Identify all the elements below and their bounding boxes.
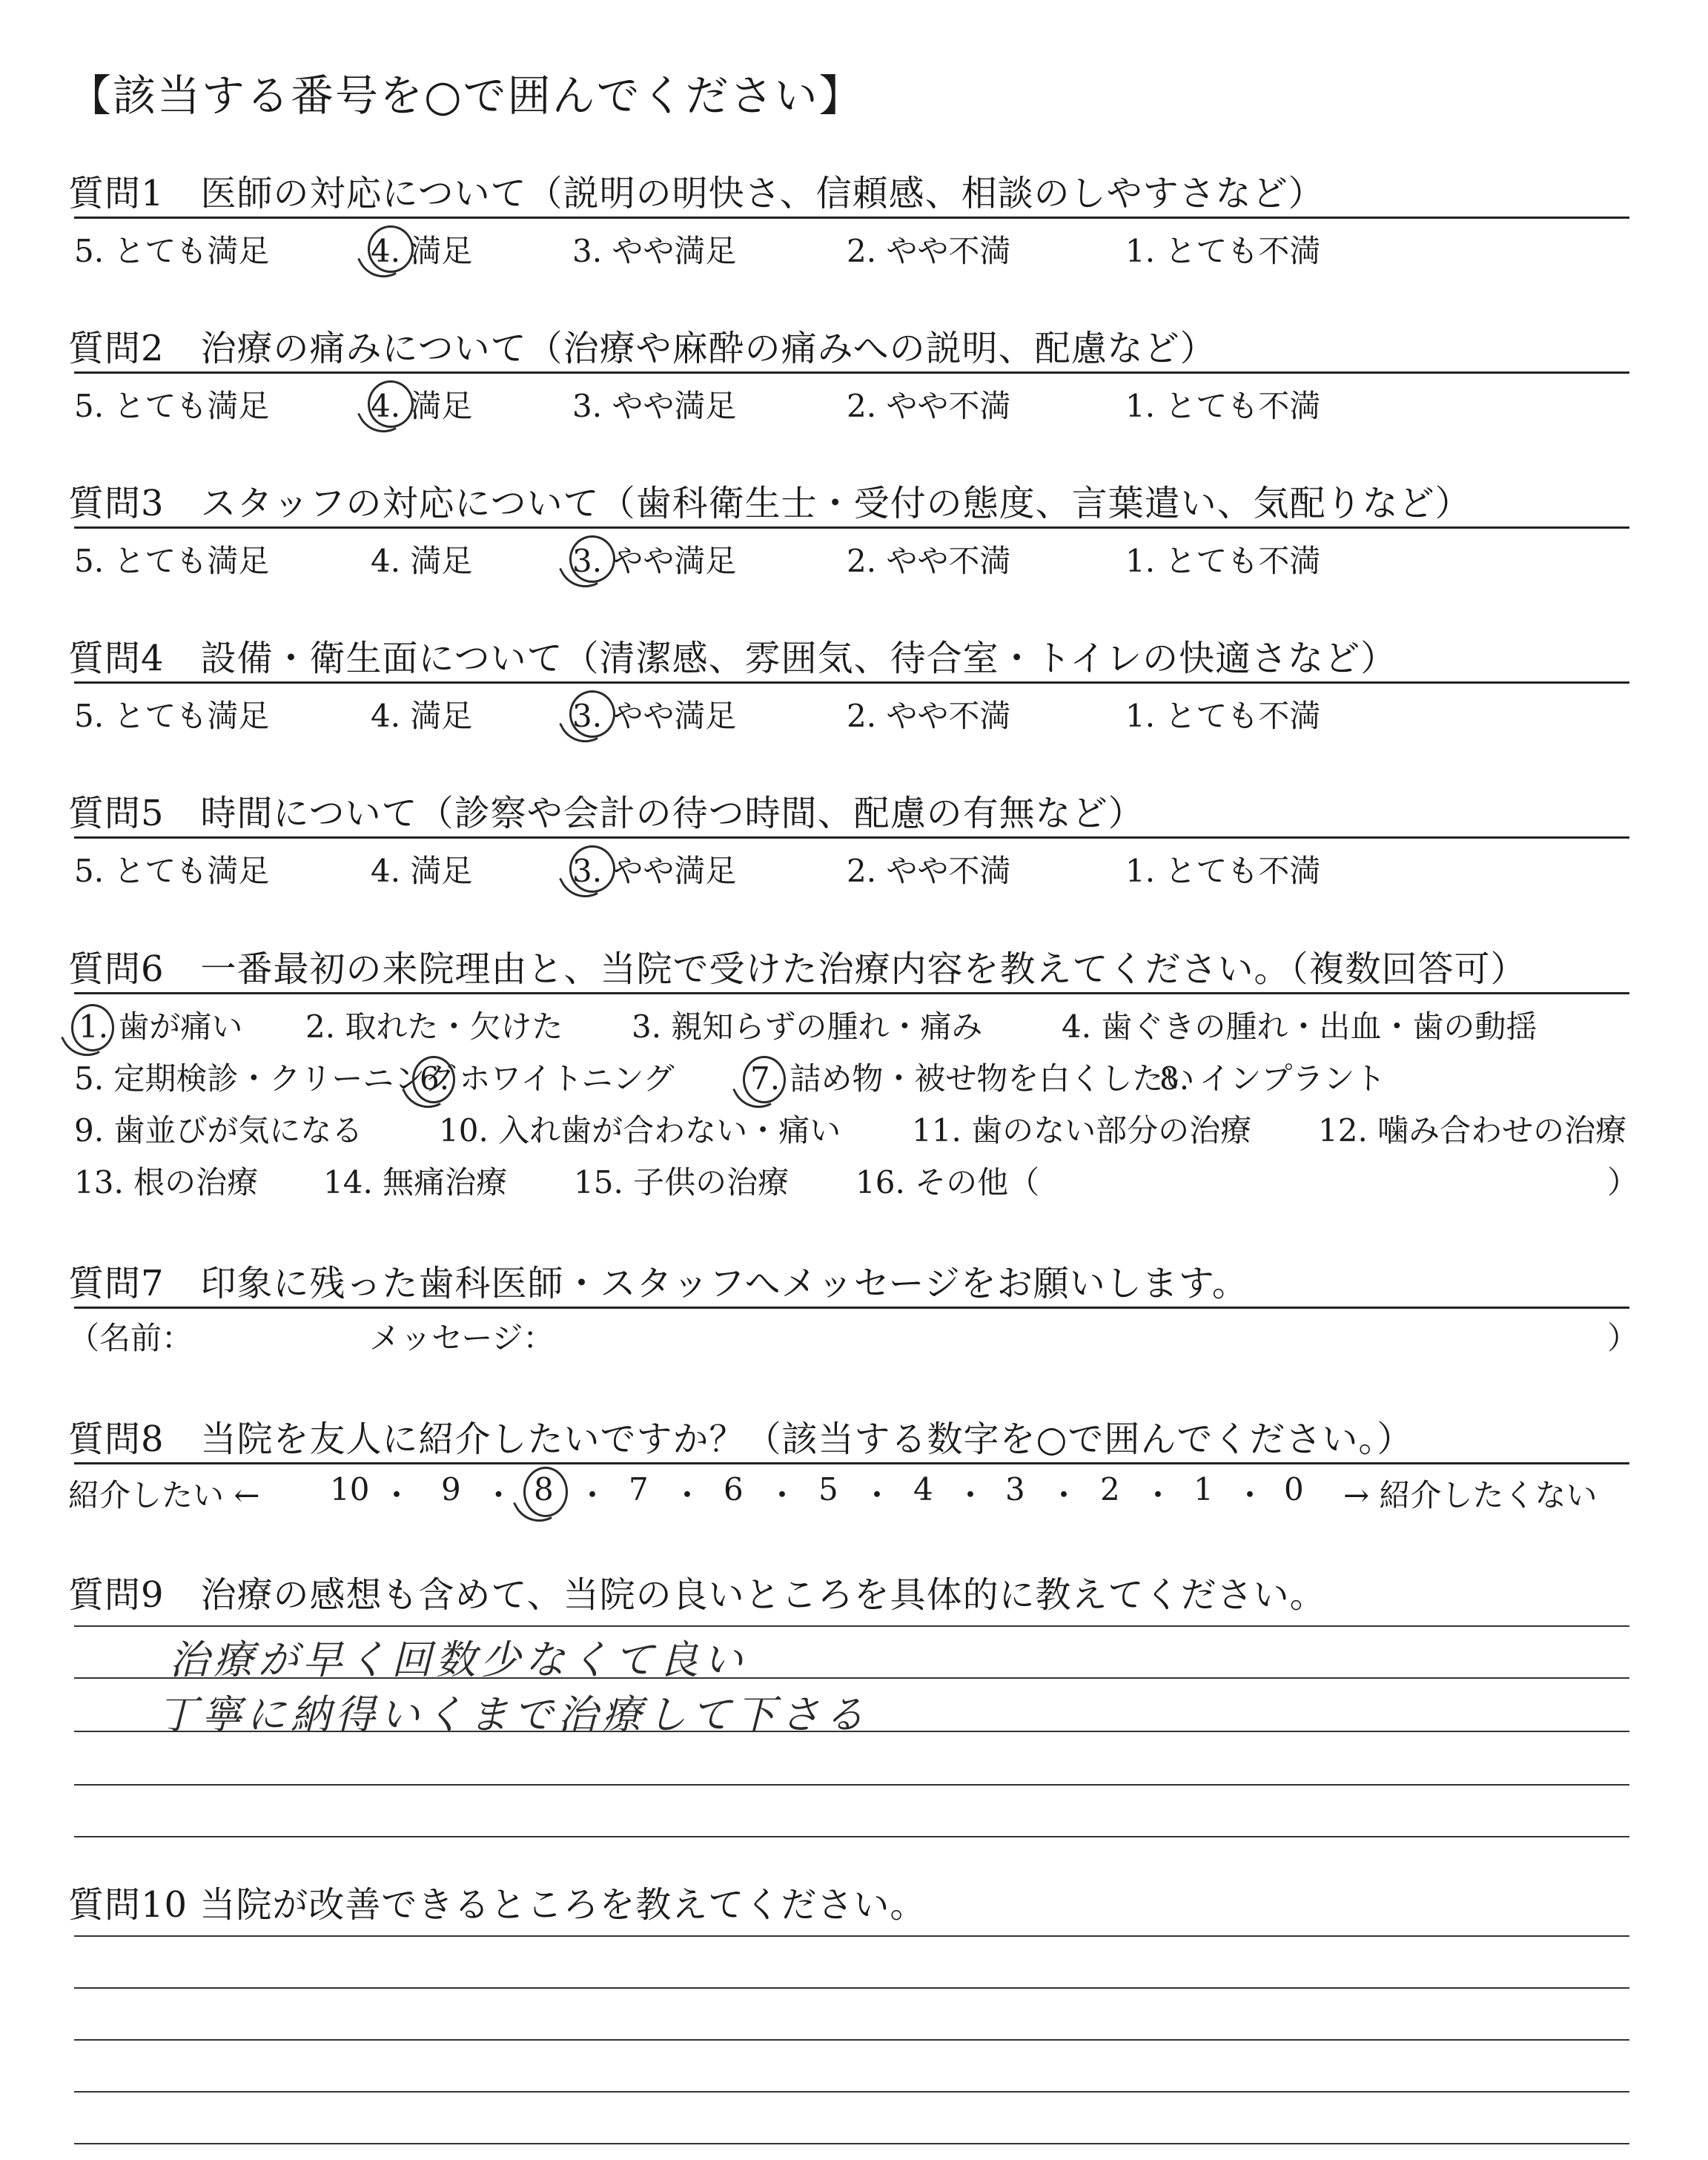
q7-name-label: （名前： — [68, 1320, 193, 1356]
q8-title: 質問8 当院を友人に紹介したいですか？（該当する数字を○で囲んでください。） — [68, 1418, 1414, 1460]
q5-option-2[interactable]: 2. やや不満 — [847, 853, 1011, 889]
q2-option-1[interactable]: 1. とても不満 — [1125, 388, 1321, 424]
q6-option-6[interactable]: 6. ホワイトニング — [420, 1060, 675, 1097]
q3-title: 質問3 スタッフの対応について（歯科衛生士・受付の態度、言葉遣い、気配りなど） — [68, 483, 1472, 524]
q6-option-16[interactable]: 16. その他（ — [855, 1164, 1040, 1200]
q5-option-5[interactable]: 5. とても満足 — [74, 853, 270, 889]
q6-option-13[interactable]: 13. 根の治療 — [74, 1164, 259, 1200]
q2-option-3[interactable]: 3. やや満足 — [572, 388, 737, 424]
q8-scale-3[interactable]: 3 — [1005, 1471, 1025, 1507]
q7-title: 質問7 印象に残った歯科医師・スタッフへメッセージをお願いします。 — [68, 1263, 1248, 1304]
q8-scale-7[interactable]: 7 — [629, 1471, 649, 1507]
q8-right-label: → 紹介したくない — [1343, 1477, 1598, 1513]
q9-line-5 — [74, 1836, 1629, 1837]
q6-option-15[interactable]: 15. 子供の治療 — [574, 1164, 790, 1200]
q8-scale-1[interactable]: 1 — [1194, 1471, 1214, 1507]
q5-title: 質問5 時間について（診察や会計の待つ時間、配慮の有無など） — [68, 793, 1145, 834]
q10-line-2 — [74, 1987, 1629, 1989]
q10-line-3 — [74, 2039, 1629, 2041]
q5-option-1[interactable]: 1. とても不満 — [1125, 853, 1321, 889]
q3-option-4[interactable]: 4. 満足 — [371, 543, 473, 579]
q7-close-paren: ） — [1607, 1320, 1639, 1356]
q8-scale-10[interactable]: 10 — [330, 1471, 370, 1507]
q8-scale-9[interactable]: 9 — [441, 1471, 461, 1507]
q2-option-2[interactable]: 2. やや不満 — [847, 388, 1011, 424]
q4-option-1[interactable]: 1. とても不満 — [1125, 698, 1321, 734]
q6-option-3[interactable]: 3. 親知らずの腫れ・痛み — [632, 1008, 983, 1045]
q1-option-4[interactable]: 4. 満足 — [371, 233, 473, 269]
q10-line-4 — [74, 2091, 1629, 2093]
q8-separator: ・ — [861, 1477, 893, 1513]
q8-separator: ・ — [672, 1477, 704, 1513]
q9-title: 質問9 治療の感想も含めて、当院の良いところを具体的に教えてください。 — [68, 1574, 1326, 1616]
q6-option-11[interactable]: 11. 歯のない部分の治療 — [912, 1112, 1252, 1149]
q5-rule — [74, 836, 1629, 839]
q8-separator: ・ — [1234, 1477, 1266, 1513]
q3-option-2[interactable]: 2. やや不満 — [847, 543, 1011, 579]
q10-line-1 — [74, 1935, 1629, 1937]
q6-option-9[interactable]: 9. 歯並びが気になる — [74, 1112, 363, 1149]
q6-rule — [74, 992, 1629, 994]
q8-scale-0[interactable]: 0 — [1284, 1471, 1304, 1507]
q8-scale-2[interactable]: 2 — [1100, 1471, 1120, 1507]
q8-separator: ・ — [1048, 1477, 1080, 1513]
q8-separator: ・ — [955, 1477, 987, 1513]
q8-separator: ・ — [381, 1477, 413, 1513]
q4-title: 質問4 設備・衛生面について（清潔感、雰囲気、待合室・トイレの快適さなど） — [68, 638, 1397, 679]
q8-scale-8[interactable]: 8 — [534, 1471, 554, 1507]
q8-scale-6[interactable]: 6 — [724, 1471, 744, 1507]
q7-rule — [74, 1307, 1629, 1309]
q2-rule — [74, 371, 1629, 374]
q2-option-4[interactable]: 4. 満足 — [371, 388, 473, 424]
q3-rule — [74, 526, 1629, 529]
q9-answer-line-2: 丁寧に納得いくまで治療して下さる — [157, 1691, 869, 1738]
q8-rule — [74, 1462, 1629, 1464]
q6-option-4[interactable]: 4. 歯ぐきの腫れ・出血・歯の動揺 — [1062, 1008, 1537, 1045]
q5-option-3[interactable]: 3. やや満足 — [572, 853, 737, 889]
q8-separator: ・ — [483, 1477, 514, 1513]
q7-message-label: メッセージ： — [369, 1320, 555, 1356]
q9-line-4 — [74, 1784, 1629, 1786]
q6-close-paren: ） — [1607, 1164, 1639, 1200]
q8-scale-5[interactable]: 5 — [818, 1471, 838, 1507]
q1-option-2[interactable]: 2. やや不満 — [847, 233, 1011, 269]
q8-separator: ・ — [767, 1477, 798, 1513]
q6-title: 質問6 一番最初の来院理由と、当院で受けた治療内容を教えてください。（複数回答可） — [68, 948, 1527, 990]
q6-option-14[interactable]: 14. 無痛治療 — [323, 1164, 508, 1200]
q6-option-7[interactable]: 7. 詰め物・被せ物を白くしたい — [750, 1060, 1195, 1097]
q2-title: 質問2 治療の痛みについて（治療や麻酔の痛みへの説明、配慮など） — [68, 328, 1217, 369]
page-heading: 【該当する番号を○で囲んでください】 — [68, 70, 864, 121]
q1-option-1[interactable]: 1. とても不満 — [1125, 233, 1321, 269]
q8-left-label: 紹介したい ← — [68, 1477, 260, 1513]
q6-option-12[interactable]: 12. 噛み合わせの治療 — [1318, 1112, 1627, 1149]
q4-option-4[interactable]: 4. 満足 — [371, 698, 473, 734]
q1-option-5[interactable]: 5. とても満足 — [74, 233, 270, 269]
q4-rule — [74, 681, 1629, 684]
q9-line-1 — [74, 1625, 1629, 1627]
q5-option-4[interactable]: 4. 満足 — [371, 853, 473, 889]
q6-option-1[interactable]: 1. 歯が痛い — [79, 1008, 243, 1045]
q10-title: 質問10 当院が改善できるところを教えてください。 — [68, 1884, 927, 1926]
q9-answer-line-1: 治療が早く回数少なくて良い — [169, 1636, 747, 1683]
q1-option-3[interactable]: 3. やや満足 — [572, 233, 737, 269]
q3-option-1[interactable]: 1. とても不満 — [1125, 543, 1321, 579]
q4-option-3[interactable]: 3. やや満足 — [572, 698, 737, 734]
q2-option-5[interactable]: 5. とても満足 — [74, 388, 270, 424]
q3-option-3[interactable]: 3. やや満足 — [572, 543, 737, 579]
q8-separator: ・ — [577, 1477, 609, 1513]
q10-line-5 — [74, 2143, 1629, 2144]
q1-title: 質問1 医師の対応について（説明の明快さ、信頼感、相談のしやすさなど） — [68, 173, 1325, 214]
q6-option-10[interactable]: 10. 入れ歯が合わない・痛い — [439, 1112, 841, 1149]
q6-option-5[interactable]: 5. 定期検診・クリーニング — [74, 1060, 456, 1097]
q8-scale-4[interactable]: 4 — [913, 1471, 933, 1507]
q6-option-8[interactable]: 8. インプラント — [1159, 1060, 1386, 1097]
q4-option-5[interactable]: 5. とても満足 — [74, 698, 270, 734]
q3-option-5[interactable]: 5. とても満足 — [74, 543, 270, 579]
q4-option-2[interactable]: 2. やや不満 — [847, 698, 1011, 734]
q1-rule — [74, 217, 1629, 219]
q6-option-2[interactable]: 2. 取れた・欠けた — [305, 1008, 563, 1045]
q8-separator: ・ — [1142, 1477, 1174, 1513]
